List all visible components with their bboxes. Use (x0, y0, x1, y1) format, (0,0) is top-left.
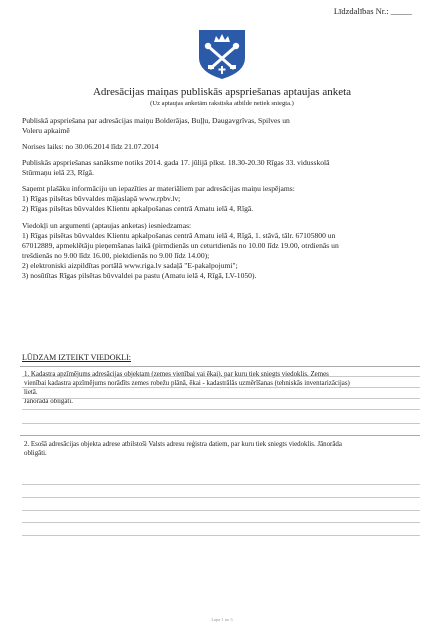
answer-line (22, 535, 420, 536)
participant-number: Līdzdalības Nr.: _____ (333, 6, 412, 16)
answer-line (22, 387, 420, 388)
form-subtitle: (Uz aptaujas anketām rakstiska atbilde netiek sniegta.) (150, 100, 294, 107)
question1-line: lietā. (24, 389, 38, 396)
answer-line (22, 409, 420, 410)
info-line: 1) Rīgas pilsētas būvvaldes mājaslapā www.rpbv.lv; (22, 194, 181, 203)
submission-line: 3) nosūtītas Rīgas pilsētas būvvaldei pa pastu (Amatu ielā 4, Rīgā, LV-1050). (22, 271, 257, 280)
form-title: Adresācijas maiņas publiskās apspriešanas aptaujas anketa (92, 86, 352, 98)
riga-emblem-icon (196, 28, 248, 80)
info-paragraph (22, 184, 417, 214)
submission-line: Viedokļi un argumenti (aptaujas anketas) iesniedzamas: (22, 221, 192, 230)
deadline-line: Norises laiks: no 30.06.2014 līdz 21.07.2014 (22, 142, 159, 151)
question1-line: Jānorāda obligāti. (24, 398, 73, 405)
meeting-line: Publiskās apspriešanas sanāksme notiks 2014. gada 17. jūlijā plkst. 18.30-20.30 Rīgas 33. vidusskolā (22, 158, 330, 167)
intro-paragraph (22, 116, 417, 136)
question1-top-rule (20, 366, 420, 367)
answer-line (22, 484, 420, 485)
answer-line (22, 522, 420, 523)
intro-line: Voleru apkaimē (22, 126, 70, 135)
answer-line (22, 423, 420, 424)
answer-line (22, 497, 420, 498)
meeting-line: Stūrmaņu ielā 23, Rīgā. (22, 168, 94, 177)
answer-line (22, 510, 420, 511)
info-line: 2) Rīgas pilsētas būvvaldes Klientu apkalpošanas centrā Amatu ielā 4, Rīgā. (22, 204, 254, 213)
answer-line (22, 398, 420, 399)
submission-line: 67012889, apmeklētāju pieņemšanas laikā (pirmdienās un ceturtdienās no 10.00 līdz 19.00, otrdienās un (22, 241, 339, 250)
submission-paragraph (22, 221, 417, 281)
question2-line: obligāti. (24, 450, 47, 457)
page-number: Lapa 1 no 3 (211, 617, 233, 622)
submission-line: 2) elektroniski aizpildītas portālā www.riga.lv sadaļā "E-pakalpojumi"; (22, 261, 238, 270)
opinion-heading: LŪDZAM IZTEIKT VIEDOKLI: (22, 353, 132, 362)
question2-line: 2. Esošā adresācijas objekta adrese atbilstoši Valsts adresu reģistra datiem, par kuru tiek sniegts viedoklis. Jānorāda (24, 441, 342, 448)
info-line: Saņemt plašāku informāciju un iepazīties ar materiāliem par adresācijas maiņu iespējams: (22, 184, 295, 193)
question2-label (24, 440, 419, 458)
question1-line: vienībai kadastra apzīmējums norādīts zemes robežu plānā, ēkai - kadastrālās uzmērīšanas (tehniskās inventarizācijas) (24, 380, 350, 387)
deadline-text (22, 142, 417, 152)
answer-line (22, 376, 420, 377)
question1-line: 1. Kadastra apzīmējums adresācijas objektam (zemes vienībai vai ēkai), par kuru tiek sniegts viedoklis. Zemes (24, 371, 329, 378)
meeting-paragraph (22, 158, 417, 178)
submission-line: trešdienās no 9.00 līdz 16.00, piektdienās no 9.00 līdz 14.00); (22, 251, 210, 260)
intro-line: Publiskā apspriešana par adresācijas maiņu Bolderājas, Buļļu, Daugavgrīvas, Spilves un (22, 116, 290, 125)
question2-top-rule (20, 435, 420, 436)
submission-line: 1) Rīgas pilsētas būvvaldes Klientu apkalpošanas centrā Amatu ielā 4, Rīgā, 1. stāvā, tālr. 67105800 un (22, 231, 336, 240)
